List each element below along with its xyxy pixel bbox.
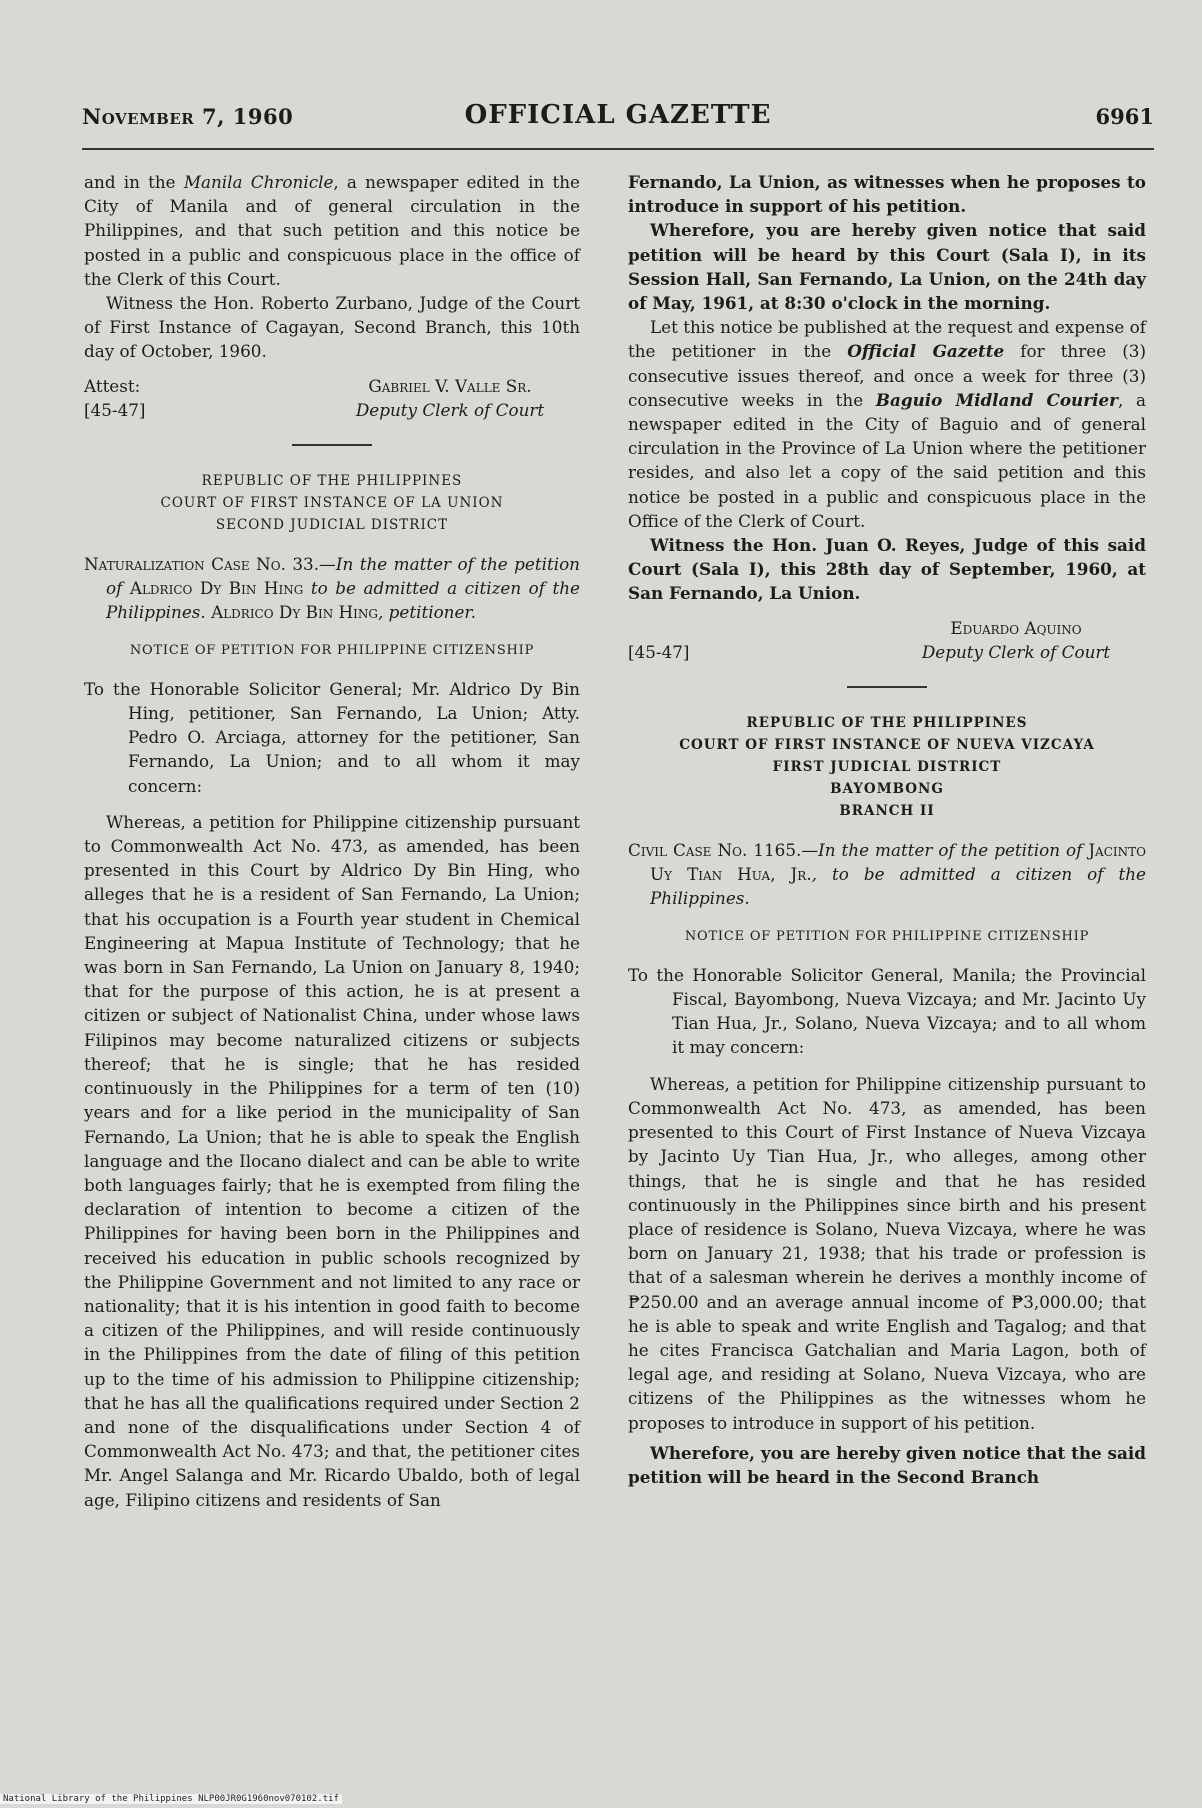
right-paragraph-1: Fernando, La Union, as witnesses when he proposes to introduce in support of his petition. [628,172,1146,217]
header-rule [82,148,1154,150]
scan-footer: National Library of the Philippines NLP00JR0G1960nov070102.tif [0,1794,342,1804]
right-addressee: To the Honorable Solicitor General, Manila; the Provincial Fiscal, Bayombong, Nueva Vizcaya; and Mr. Jacinto Uy Tian Hua, Jr., Solano, Nueva Vizcaya; and to all whom it may concern: [628,964,1146,1058]
right-signer-title: Deputy Clerk of Court [921,641,1111,662]
right-column [628,170,1146,1489]
left-signature-block [84,374,580,422]
right-witness-paragraph: Witness the Hon. Juan O. Reyes, Judge of this said Court (Sala I), this 28th day of September, 1960, at San Fernando, La Union. [628,535,1146,604]
right-signature-block [628,616,1146,664]
left-paragraph-1: and in the Manila Chronicle, a newspaper edited in the City of Manila and of general circulation in the Philippines, and that such petition and this notice be posted in a public and conspicuous place in the office of the Clerk of this Court. [84,172,580,289]
right-court-heading: REPUBLIC OF THE PHILIPPINES COURT OF FIRST INSTANCE OF NUEVA VIZCAYA FIRST JUDICIAL DISTRICT BAYOMBONG BRANCH II [679,715,1095,820]
left-case-title: Naturalization Case No. 33.—In the matter of the petition of Aldrico Dy Bin Hing to be admitted a citizen of the Philippines. Aldrico Dy Bin Hing, petitioner. [84,554,580,623]
right-issue-ref: [45-47] [628,641,690,662]
left-body: Whereas, a petition for Philippine citizenship pursuant to Commonwealth Act No. 473, as amended, has been presented in this Court by Aldrico Dy Bin Hing, who alleges that he is a resident of San Fernando, La Union; that his occupation is a Fourth year student in Chemical Engineering at Mapua Institute of Technology; that he was born in San Fernando, La Union on January 8, 1940; that for the purpose of this action, he is at present a citizen or subject of Nationalist China, under whose laws Filipinos may become naturalized citizens or subjects thereof; that he is single; that he has resided continuously in the Philippines for a term of ten (10) years and for a like period in the municipality of San Fernando, La Union; that he is able to speak the English language and the Ilocano dialect and can be able to write both languages fairly; that he is exempted from filing the declaration of intention to become a citizen of the Philippines for having been born in the Philippines and received his education in public schools recognized by the Philippine Government and not limited to any race or nationality; that it is his intention in good faith to become a citizen of the Philippines, and will reside continuously in the Philippines from the date of filing of this petition up to the time of his admission to Philippine citizenship; that he has all the qualifications required under Section 2 and none of the disqualifications under Section 4 of Commonwealth Act No. 473; and that, the petitioner cites Mr. Angel Salanga and Mr. Ricardo Ubaldo, both of legal age, Filipino citizens and residents of San [84,811,580,1510]
left-column [84,170,580,1512]
publication-title: OFFICIAL GAZETTE [464,100,772,130]
right-last-paragraph: Wherefore, you are hereby given notice that the said petition will be heard in the Second Branch [628,1442,1146,1487]
section-divider [847,686,927,688]
right-body: Whereas, a petition for Philippine citizenship pursuant to Commonwealth Act No. 473, as amended, has been presented to this Court of First Instance of Nueva Vizcaya by Jacinto Uy Tian Hua, Jr., who alleges, among other things, that he is single and that he has resided continuously in the Philippines since birth and his present place of residence is Solano, Nueva Vizcaya, where he was born on January 21, 1938; that his trade or profession is that of a salesman wherein he derives a monthly income of ₱250.00 and an average annual income of ₱3,000.00; that he is able to speak and write English and Tagalog; and that he cites Francisca Gatchalian and Maria Lagon, both of legal age, and residing at Solano, Nueva Vizcaya, who are citizens of the Philippines as the witnesses whom he proposes to introduce in support of his petition. [628,1073,1146,1433]
right-publication-paragraph: Let this notice be published at the request and expense of the petitioner in the Official Gazette for three (3) consecutive issues thereof, and once a week for three (3) consecutive weeks in the Baguio Midland Courier, a newspaper edited in the City of Baguio and of general circulation in the Province of La Union where the petitioner resides, and also let a copy of the said petition and this notice be posted in a public and conspicuous place in the Office of the Clerk of Court. [628,317,1146,531]
left-witness-paragraph: Witness the Hon. Roberto Zurbano, Judge of the Court of First Instance of Cagayan, Second Branch, this 10th day of October, 1960. [84,293,580,362]
page-header [82,100,1154,134]
right-case-title: Civil Case No. 1165.—In the matter of the petition of Jacinto Uy Tian Hua, Jr., to be admitted a citizen of the Philippines. [628,840,1146,909]
left-notice-title: NOTICE OF PETITION FOR PHILIPPINE CITIZENSHIP [129,642,535,658]
left-signer-title: Deputy Clerk of Court [355,399,545,420]
left-issue-ref: [45-47] [84,399,146,420]
left-court-heading: REPUBLIC OF THE PHILIPPINES COURT OF FIRST INSTANCE OF LA UNION SECOND JUDICIAL DISTRICT [160,473,504,534]
section-divider [292,444,372,446]
attest-label: Attest: [84,375,141,396]
right-hearing-paragraph: Wherefore, you are hereby given notice that said petition will be heard by this Court (Sala I), in its Session Hall, San Fernando, La Union, on the 24th day of May, 1961, at 8:30 o'clock in the morning. [628,220,1146,314]
left-signer-name: Gabriel V. Valle Sr. [368,375,532,396]
right-signer-name: Eduardo Aquino [950,617,1082,638]
left-addressee: To the Honorable Solicitor General; Mr. Aldrico Dy Bin Hing, petitioner, San Fernando, La Union; Atty. Pedro O. Arciaga, attorney for the petitioner, San Fernando, La Union; and to all whom it may concern: [84,678,580,796]
right-notice-title: NOTICE OF PETITION FOR PHILIPPINE CITIZENSHIP [684,928,1090,944]
issue-date: November 7, 1960 [82,104,294,129]
page-number: 6961 [1095,104,1154,129]
